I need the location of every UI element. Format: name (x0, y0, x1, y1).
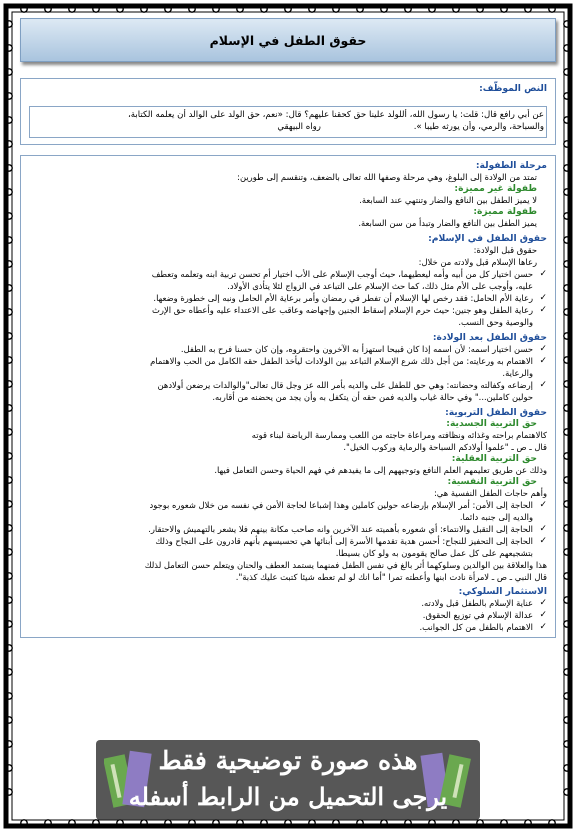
check-icon: ✓ (539, 500, 547, 510)
list-item-text: حسن اختيار اسمه: لأن اسمه إذا كان قبيحا استهزأ به الآخرون واحتقروه، وإن كان حسنا فرح به الطفل. (180, 344, 533, 354)
section-heading: الاستثمار السلوكي: (458, 586, 547, 597)
check-icon: ✓ (539, 610, 547, 620)
list-item (29, 268, 547, 292)
paragraph: كالاهتمام براحته وغذائه ونظافته ومراعاة حاجته من اللعب وممارسة الرياضة لبناء قوته (251, 430, 547, 440)
list-item-text: حولين كاملين..." وفي حالة غياب والديه فمن حقه أن يتكفل به وأن يجد من يحضنه من أقاربه. (212, 392, 533, 402)
hadith-line: عن أبي رافع قال: قلت: يا رسول الله، أللولد علينا حق كحقنا عليهم؟ قال: «نعم، حق الولد على الوالد أن يعلمه الكتابة، (127, 110, 544, 120)
list-item-text: الحاجة إلى التحفيز للنجاح: أحسن هدية تقدمها الأسرة إلى أبنائها هي تحسيسهم بأنهم قادرون على النجاح وذلك (155, 536, 533, 546)
sub-heading: حق التربية الجسدية: (446, 418, 537, 429)
paragraph: لا يميز الطفل بين النافع والضار وتنتهي عند السابعة. (359, 195, 537, 205)
page-title: حقوق الطفل في الإسلام (209, 32, 367, 48)
list-item (29, 535, 547, 559)
list-item-text: الاهتمام به ورعايته: من أجل ذلك شرع الإسلام التباعد بين الولادات ليأخذ الطفل حقه الكامل من الحب والاهتمام (150, 356, 533, 366)
list-item-text: عناية الإسلام بالطفل قبل ولادته. (421, 598, 533, 608)
check-icon: ✓ (539, 269, 547, 279)
list-item-text: إرضاعه وكفالته وحضانته: وهي حق للطفل على والديه بأمر الله عز وجل قال تعالى"والوالدات يرضعن أولادهن (157, 380, 533, 390)
sub-heading: حق التربية النفسية: (447, 476, 537, 487)
list-item (29, 355, 547, 379)
check-icon: ✓ (539, 356, 547, 366)
watermark-line-1: هذه صورة توضيحية فقط (158, 746, 418, 775)
list-item-text: والرعاية. (502, 368, 533, 378)
text-heading: النص الموظّف: (479, 83, 547, 94)
check-icon: ✓ (539, 344, 547, 354)
list-item (29, 621, 547, 633)
sub-heading: حق التربية العقلية: (451, 453, 537, 464)
list-item-text: بتشجيعهم على كل عمل صالح يقومون به ولو كان بسيطا. (335, 548, 533, 558)
list-item-text: رعاية الأم الحامل: فقد رخص لها الإسلام أن تفطر في رمضان وأمر برعاية الأم الحامل ونبه إلى خطورة وضعها. (153, 293, 533, 303)
list-item (29, 343, 547, 355)
check-icon: ✓ (539, 305, 547, 315)
list-item-text: رعاية الطفل وهو جنين: حيث حرم الإسلام إسقاط الجنين وإجهاضه وعاقب على الاعتداء عليه وأعطاه حق الإرث (152, 305, 533, 315)
list-item (29, 304, 547, 328)
list-item-text: حسن اختيار كل من أبيه وأمه ليعطيهما، حيث أوجب الإسلام على الأب اختيار أم تحسن تربية ابنه وتعلمه وتعطف (151, 269, 533, 279)
hadith-line (32, 121, 544, 133)
list-item (29, 597, 547, 609)
hadith-source: رواه البيهقي (277, 122, 321, 132)
list-item (29, 523, 547, 535)
sub-heading: طفولة مميزة: (473, 206, 537, 217)
hadith-text (29, 106, 547, 138)
hadith-box (20, 78, 556, 145)
hadith-line-end: والسباحة، والرمي، وأن يورثه طيبا ». (413, 122, 544, 132)
check-icon: ✓ (539, 536, 547, 546)
paragraph: هذا والعلاقة بين الوالدين وسلوكهما أثر بالغ في نفس الطفل فمنهما يستمد العطف والحنان ويتعلم حسن التعامل لذلك (144, 560, 547, 570)
title-bar (20, 18, 556, 62)
section-heading: حقوق الطفل التربوية: (445, 407, 547, 418)
document-body (20, 18, 556, 638)
lesson-box (20, 155, 556, 638)
list-item-text: والديه إلى جنبه دائما. (459, 512, 533, 522)
check-icon: ✓ (539, 598, 547, 608)
paragraph: وأهم حاجات الطفل النفسية هي: (433, 488, 547, 498)
list-item-text: عدالة الإسلام في توزيع الحقوق. (422, 610, 533, 620)
section-heading: حقوق الطفل بعد الولادة: (432, 332, 547, 343)
list-item (29, 292, 547, 304)
paragraph: وذلك عن طريق تعليمهم العلم النافع وتوجيههم إلى ما يفيدهم في فهم الحياة وحسن التعامل فيها. (214, 465, 547, 475)
paragraph: رعاها الإسلام قبل ولادته من خلال: (418, 257, 537, 267)
list-item-text: والوصية وحق النسب. (458, 317, 533, 327)
list-item-text: الحاجة إلى الأمن: أمر الإسلام بإرضاعه حولين كاملين وهذا إشباعا لحاجة الأمن في نفسه من خلال شعوره بوجود (149, 500, 533, 510)
check-icon: ✓ (539, 622, 547, 632)
list-item (29, 499, 547, 523)
watermark-banner (96, 740, 480, 820)
sub-heading: طفولة غير مميزة: (454, 183, 537, 194)
paragraph: حقوق قبل الولادة: (473, 245, 537, 255)
paragraph: قال النبي ـ ص ـ لامرأة نادت ابنها وأعطته تمرا "أما انك لو لم تعطه شيئا كتبت عليك كذبة". (235, 572, 547, 582)
paragraph: قال ـ ص ـ "علموا أولادكم السباحة والرماية وركوب الخيل". (343, 442, 547, 452)
paragraph: يميز الطفل بين النافع والضار وتبدأ من سن السابعة. (358, 218, 537, 228)
check-icon: ✓ (539, 293, 547, 303)
list-item (29, 609, 547, 621)
section-heading: مرحلة الطفولة: (475, 160, 547, 171)
list-item-text: الحاجة إلى التقبل والانتماء: أي شعوره بأهميته عند الآخرين وانه صاحب مكانة بينهم فلا يشعر بالتهميش والاحتقار. (148, 524, 533, 534)
list-item-text: عليه، وأوجب على الأم مثل ذلك، كما حث الإسلام على التباعد في الزواج لئلا يتأذى الأولاد. (227, 281, 533, 291)
watermark-line-2: يرجى التحميل من الرابط أسفله (128, 782, 448, 811)
list-item-text: الاهتمام بالطفل من كل الجوانب. (419, 622, 533, 632)
list-item (29, 379, 547, 403)
paragraph: تمتد من الولادة إلى البلوغ، وهي مرحلة وصفها الله تعالى بالضعف، وتنقسم إلى طورين: (237, 172, 537, 182)
check-icon: ✓ (539, 380, 547, 390)
section-heading: حقوق الطفل في الإسلام: (428, 233, 547, 244)
check-icon: ✓ (539, 524, 547, 534)
